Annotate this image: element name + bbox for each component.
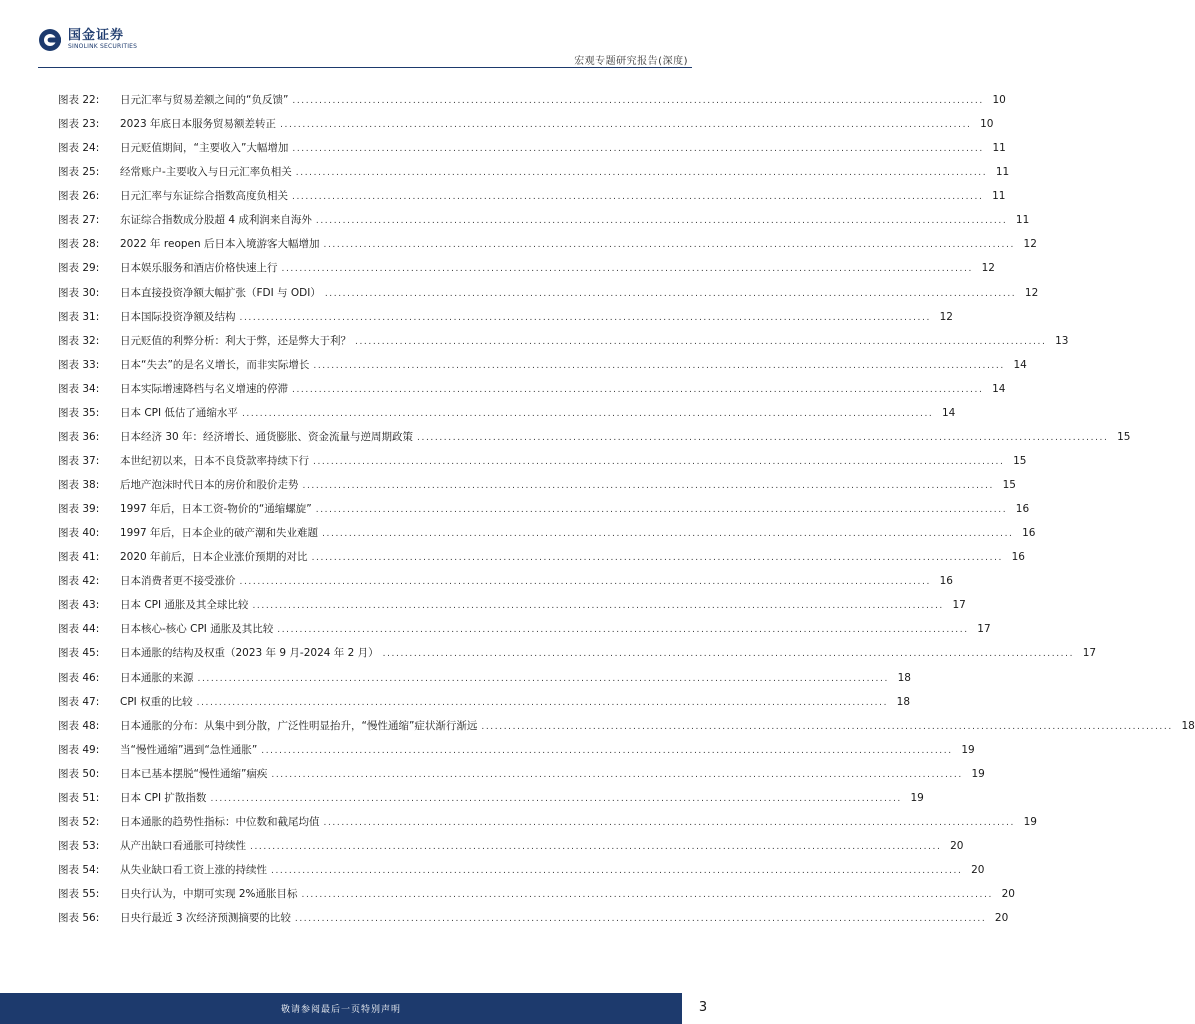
toc-entry-title: 1997 年后，日本工资-物价的“通缩螺旋” — [120, 503, 312, 516]
toc-entry[interactable] — [58, 617, 991, 641]
toc-entry-label: 图表 37: — [58, 454, 100, 467]
toc-dot-leader — [292, 89, 983, 113]
toc-dot-leader — [252, 594, 943, 618]
toc-entry-page: 11 — [1015, 214, 1030, 227]
toc-entry-label: 图表 27: — [58, 214, 100, 227]
sinolink-logo — [38, 28, 137, 52]
toc-entry-title: 日本实际增速降档与名义增速的停滞 — [120, 382, 288, 395]
toc-entry-title: 日央行认为，中期可实现 2%通胀目标 — [120, 888, 298, 901]
toc-dot-leader — [325, 282, 1016, 306]
page-footer — [0, 993, 724, 1024]
toc-entry-label: 图表 42: — [58, 575, 100, 588]
toc-entry-title: 日本 CPI 低估了通缩水平 — [120, 406, 238, 419]
toc-entry-page: 12 — [1023, 238, 1037, 251]
toc-entry-page: 13 — [1055, 334, 1069, 347]
toc-entry-title: 1997 年后，日本企业的破产潮和失业难题 — [120, 527, 319, 540]
toc-entry-page: 16 — [1015, 503, 1030, 516]
toc-entry[interactable] — [58, 208, 1030, 232]
toc-entry-page: 16 — [1011, 551, 1025, 564]
toc-dot-leader — [292, 378, 983, 402]
toc-entry-page: 20 — [994, 912, 1009, 925]
toc-entry-label: 图表 52: — [58, 815, 100, 828]
toc-entry-title: 日本通胀的来源 — [120, 671, 194, 684]
toc-entry-page: 18 — [897, 671, 911, 684]
toc-entry-label: 图表 32: — [58, 334, 100, 347]
toc-entry[interactable] — [58, 714, 1195, 738]
toc-entry-page: 19 — [1023, 815, 1037, 828]
toc-entry-title: 当“慢性通缩”遇到“急性通胀” — [120, 743, 258, 756]
toc-entry[interactable] — [58, 786, 924, 810]
toc-entry[interactable] — [58, 593, 966, 617]
toc-entry[interactable] — [58, 377, 1006, 401]
toc-dot-leader — [261, 739, 952, 763]
toc-entry-label: 图表 55: — [58, 888, 100, 901]
toc-dot-leader — [324, 811, 1015, 835]
toc-entry-page: 14 — [992, 382, 1006, 395]
logo-chinese-name: 国金证券 — [68, 28, 125, 43]
toc-dot-leader — [240, 306, 931, 330]
toc-entry[interactable] — [58, 666, 911, 690]
toc-dot-leader — [316, 498, 1007, 522]
toc-entry-page: 11 — [995, 166, 1010, 179]
toc-entry-label: 图表 41: — [58, 551, 100, 564]
toc-entry[interactable] — [58, 160, 1010, 184]
toc-entry[interactable] — [58, 834, 964, 858]
toc-entry-label: 图表 43: — [58, 599, 100, 612]
toc-entry-title: 东证综合指数成分股超 4 成利润来自海外 — [120, 214, 312, 227]
toc-dot-leader — [198, 667, 889, 691]
toc-entry-page: 14 — [1013, 358, 1027, 371]
toc-entry-page: 15 — [1117, 430, 1131, 443]
toc-entry[interactable] — [58, 449, 1027, 473]
toc-entry[interactable] — [58, 88, 1006, 112]
toc-entry-page: 18 — [896, 695, 911, 708]
toc-entry-title: 日元贬值的利弊分析：利大于弊，还是弊大于利？ — [120, 334, 351, 347]
page-header — [0, 0, 724, 72]
toc-entry[interactable] — [58, 232, 1037, 256]
toc-entry[interactable] — [58, 762, 985, 786]
toc-entry-label: 图表 36: — [58, 430, 100, 443]
toc-entry-page: 17 — [952, 599, 966, 612]
toc-entry-page: 12 — [981, 262, 995, 275]
toc-entry-title: 日央行最近 3 次经济预测摘要的比较 — [120, 912, 291, 925]
toc-entry-title: 日本 CPI 扩散指数 — [120, 791, 207, 804]
toc-entry-label: 图表 56: — [58, 912, 100, 925]
toc-entry-page: 19 — [961, 743, 975, 756]
toc-entry-title: 经常账户-主要收入与日元汇率负相关 — [120, 166, 292, 179]
toc-entry[interactable] — [58, 858, 985, 882]
toc-entry-title: 日本娱乐服务和酒店价格快速上行 — [120, 262, 278, 275]
toc-entry-title: 从产出缺口看通胀可持续性 — [120, 839, 246, 852]
toc-entry[interactable] — [58, 184, 1006, 208]
toc-entry-page: 18 — [1181, 719, 1195, 732]
toc-dot-leader — [316, 209, 1007, 233]
toc-entry-label: 图表 40: — [58, 527, 100, 540]
toc-entry-label: 图表 26: — [58, 190, 100, 203]
toc-entry-label: 图表 53: — [58, 839, 100, 852]
toc-entry-page: 12 — [939, 310, 953, 323]
toc-dot-leader — [282, 257, 973, 281]
toc-entry[interactable] — [58, 810, 1037, 834]
toc-entry-page: 11 — [992, 190, 1006, 203]
toc-entry-label: 图表 39: — [58, 503, 100, 516]
toc-dot-leader — [322, 522, 1013, 546]
toc-entry-label: 图表 35: — [58, 406, 100, 419]
toc-entry-label: 图表 46: — [58, 671, 100, 684]
toc-dot-leader — [242, 402, 933, 426]
toc-entry-title: 日本通胀的结构及权重（2023 年 9 月-2024 年 2 月） — [120, 647, 379, 660]
toc-entry-label: 图表 50: — [58, 767, 100, 780]
toc-entry-page: 11 — [992, 142, 1006, 155]
toc-dot-leader — [292, 137, 983, 161]
toc-dot-leader — [210, 787, 901, 811]
toc-dot-leader — [302, 883, 993, 907]
toc-entry-page: 15 — [1013, 454, 1027, 467]
toc-entry-label: 图表 51: — [58, 791, 100, 804]
toc-entry-label: 图表 24: — [58, 142, 100, 155]
toc-entry-label: 图表 48: — [58, 719, 100, 732]
toc-dot-leader — [383, 642, 1074, 666]
toc-entry-page: 16 — [939, 575, 953, 588]
toc-entry-label: 图表 23: — [58, 118, 100, 131]
toc-dot-leader — [303, 474, 994, 498]
toc-entry-title: 本世纪初以来，日本不良贷款率持续下行 — [120, 454, 309, 467]
toc-dot-leader — [313, 450, 1004, 474]
toc-entry-page: 14 — [942, 406, 956, 419]
toc-entry-title: 2022 年 reopen 后日本入境游客大幅增加 — [120, 238, 320, 251]
toc-dot-leader — [280, 113, 971, 137]
logo-english-name: SINOLINK SECURITIES — [68, 43, 138, 50]
page-number: 3 — [698, 1000, 708, 1015]
toc-dot-leader — [312, 546, 1003, 570]
toc-entry-page: 10 — [992, 94, 1006, 106]
toc-dot-leader — [240, 570, 931, 594]
toc-dot-leader — [277, 618, 968, 642]
toc-entry-label: 图表 31: — [58, 310, 100, 323]
toc-entry-label: 图表 54: — [58, 864, 100, 876]
toc-entry-page: 19 — [971, 767, 985, 780]
toc-entry-label: 图表 33: — [58, 358, 100, 371]
toc-dot-leader — [355, 330, 1046, 354]
toc-dot-leader — [197, 691, 888, 715]
table-of-figures — [58, 88, 1195, 930]
toc-entry-title: 日本通胀的趋势性指标：中位数和截尾均值 — [120, 815, 320, 828]
toc-entry-title: 日本直接投资净额大幅扩张（FDI 与 ODI） — [120, 286, 321, 299]
toc-entry-title: 日本“失去”的是名义增长，而非实际增长 — [120, 358, 310, 371]
toc-entry-label: 图表 29: — [58, 262, 100, 275]
toc-entry-page: 10 — [980, 118, 994, 131]
toc-entry-title: 日本已基本摆脱“慢性通缩”痼疾 — [120, 767, 268, 780]
toc-entry-page: 17 — [977, 623, 991, 636]
toc-entry-title: 日元贬值期间，“主要收入”大幅增加 — [120, 142, 289, 155]
toc-dot-leader — [313, 354, 1004, 378]
toc-entry-title: 2020 年前后，日本企业涨价预期的对比 — [120, 551, 308, 564]
toc-entry-page: 15 — [1002, 479, 1016, 491]
sinolink-logo-icon — [38, 28, 62, 52]
toc-dot-leader — [481, 715, 1172, 739]
toc-entry[interactable] — [58, 497, 1030, 521]
toc-dot-leader — [295, 907, 986, 931]
toc-entry-label: 图表 28: — [58, 238, 100, 251]
toc-entry-label: 图表 38: — [58, 479, 100, 491]
toc-dot-leader — [250, 835, 941, 859]
toc-dot-leader — [296, 161, 987, 185]
toc-entry-title: 2023 年底日本服务贸易额差转正 — [120, 118, 277, 131]
toc-entry[interactable] — [58, 305, 953, 329]
toc-entry[interactable] — [58, 136, 1006, 160]
toc-dot-leader — [417, 426, 1108, 450]
toc-entry-label: 图表 22: — [58, 94, 100, 106]
header-divider — [38, 67, 692, 68]
report-type: 宏观专题研究报告(深度) — [574, 56, 688, 67]
toc-entry-label: 图表 44: — [58, 623, 100, 636]
toc-entry-page: 19 — [910, 791, 924, 804]
toc-entry-title: 日本经济 30 年：经济增长、通货膨胀、资金流量与逆周期政策 — [120, 430, 414, 443]
toc-entry-title: 从失业缺口看工资上涨的持续性 — [120, 864, 267, 876]
toc-entry[interactable] — [58, 906, 1009, 930]
toc-entry-page: 20 — [971, 864, 985, 876]
toc-entry-title: 日本国际投资净额及结构 — [120, 310, 236, 323]
toc-entry[interactable] — [58, 690, 911, 714]
toc-entry[interactable] — [58, 641, 1097, 665]
toc-entry-page: 12 — [1024, 286, 1039, 299]
toc-entry[interactable] — [58, 281, 1039, 305]
toc-entry[interactable] — [58, 112, 994, 136]
toc-dot-leader — [271, 859, 962, 883]
toc-dot-leader — [271, 763, 962, 787]
toc-entry[interactable] — [58, 353, 1027, 377]
toc-entry-title: 日元汇率与东证综合指数高度负相关 — [120, 190, 288, 203]
toc-entry-label: 图表 30: — [58, 286, 100, 299]
toc-entry-title: 日本通胀的分布：从集中到分散，广泛性明显抬升，“慢性通缩”症状渐行渐远 — [120, 719, 478, 732]
toc-entry-label: 图表 49: — [58, 743, 100, 756]
toc-entry[interactable] — [58, 569, 953, 593]
toc-entry-title: 日本 CPI 通胀及其全球比较 — [120, 599, 249, 612]
toc-entry[interactable] — [58, 738, 975, 762]
toc-entry-label: 图表 47: — [58, 695, 100, 708]
toc-entry-title: 日本消费者更不接受涨价 — [120, 575, 236, 588]
toc-entry[interactable] — [58, 473, 1016, 497]
toc-entry-label: 图表 25: — [58, 166, 100, 179]
toc-entry-title: CPI 权重的比较 — [120, 695, 193, 708]
toc-entry[interactable] — [58, 545, 1025, 569]
toc-entry-page: 16 — [1022, 527, 1036, 540]
toc-entry-page: 20 — [1001, 888, 1015, 901]
toc-entry-page: 20 — [950, 839, 964, 852]
toc-entry[interactable] — [58, 882, 1015, 906]
toc-entry[interactable] — [58, 329, 1069, 353]
toc-entry[interactable] — [58, 401, 956, 425]
toc-entry-label: 图表 34: — [58, 382, 100, 395]
toc-entry-page: 17 — [1082, 647, 1097, 660]
toc-entry-title: 后地产泡沫时代日本的房价和股价走势 — [120, 479, 299, 491]
toc-dot-leader — [292, 185, 983, 209]
toc-entry[interactable] — [58, 256, 995, 280]
toc-entry[interactable] — [58, 521, 1036, 545]
toc-entry-label: 图表 45: — [58, 647, 100, 660]
toc-entry[interactable] — [58, 425, 1131, 449]
disclaimer-note: 敬请参阅最后一页特别声明 — [280, 1005, 401, 1015]
toc-entry-title: 日元汇率与贸易差额之间的“负反馈” — [120, 94, 289, 106]
toc-entry-title: 日本核心-核心 CPI 通胀及其比较 — [120, 623, 274, 636]
toc-dot-leader — [323, 233, 1014, 257]
